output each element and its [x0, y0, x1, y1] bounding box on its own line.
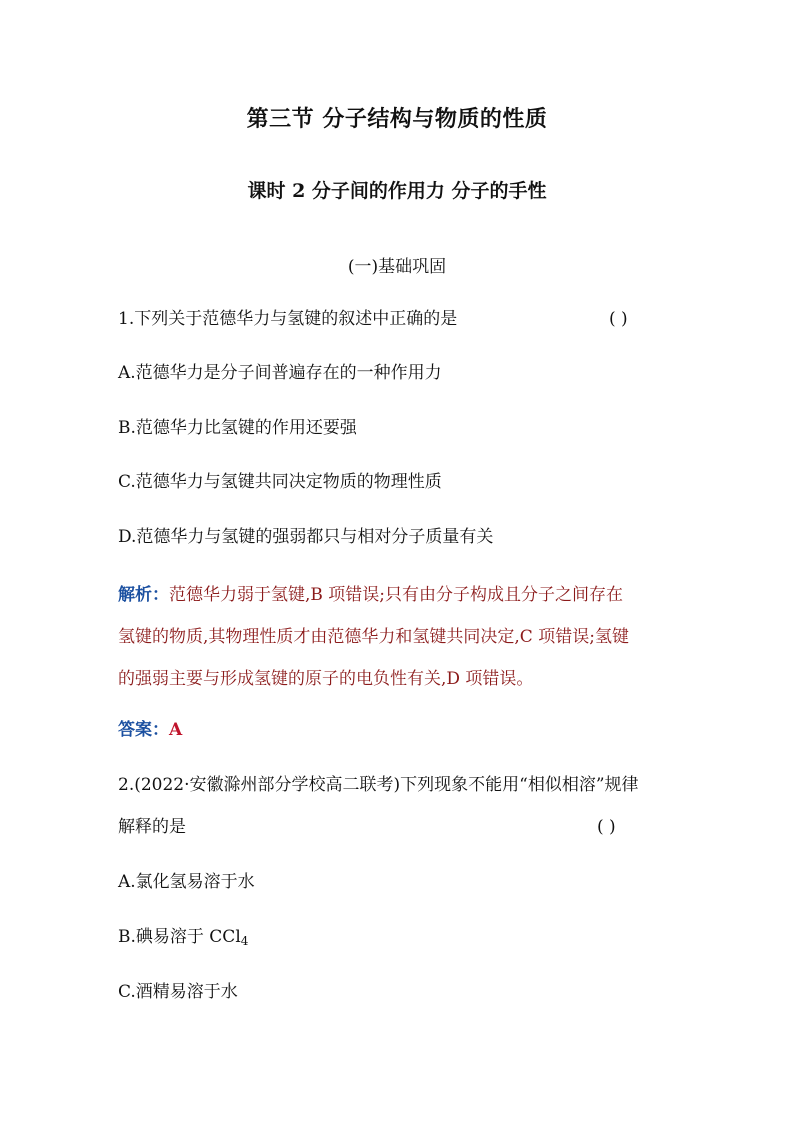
option-b-text: B.碘易溶于 CCl [118, 927, 241, 947]
question-1-option-c: C.范德华力与氢键共同决定物质的物理性质 [118, 472, 442, 492]
question-2-option-c: C.酒精易溶于水 [118, 982, 238, 1002]
question-1-answer [118, 718, 182, 742]
question-2-stem-line-1: 2.(2022·安徽滁州部分学校高二联考)下列现象不能用“相似相溶”规律 [118, 775, 639, 795]
question-1-analysis-line-3: 的强弱主要与形成氢键的原子的电负性有关,D 项错误。 [118, 669, 534, 689]
section-heading: (一)基础巩固 [347, 257, 447, 277]
question-1-analysis-line-2: 氢键的物质,其物理性质才由范德华力和氢键共同决定,C 项错误;氢键 [118, 627, 629, 647]
question-2-option-b [118, 925, 248, 953]
analysis-label: 解析： [118, 585, 169, 605]
question-1-analysis-line-1 [118, 580, 678, 605]
answer-label: 答案： [118, 720, 169, 740]
option-b-subscript: 4 [240, 934, 249, 948]
analysis-text-1: 范德华力弱于氢键,B 项错误;只有由分子构成且分子之间存在 [169, 585, 624, 605]
question-1-answer-blank: ( ) [609, 309, 628, 329]
question-2-option-a: A.氯化氢易溶于水 [118, 872, 255, 892]
question-1-option-b: B.范德华力比氢键的作用还要强 [118, 418, 357, 438]
answer-value: A [169, 720, 183, 740]
question-2-stem-line-2: 解释的是 [118, 817, 186, 837]
question-1-option-d: D.范德华力与氢键的强弱都只与相对分子质量有关 [118, 527, 494, 547]
question-2-answer-blank: ( ) [597, 817, 616, 837]
question-1-option-a: A.范德华力是分子间普遍存在的一种作用力 [118, 363, 442, 383]
question-1-stem: 1.下列关于范德华力与氢键的叙述中正确的是 [118, 309, 458, 329]
page-subtitle: 课时 2 分子间的作用力 分子的手性 [247, 180, 547, 202]
page-title: 第三节 分子结构与物质的性质 [246, 106, 548, 132]
